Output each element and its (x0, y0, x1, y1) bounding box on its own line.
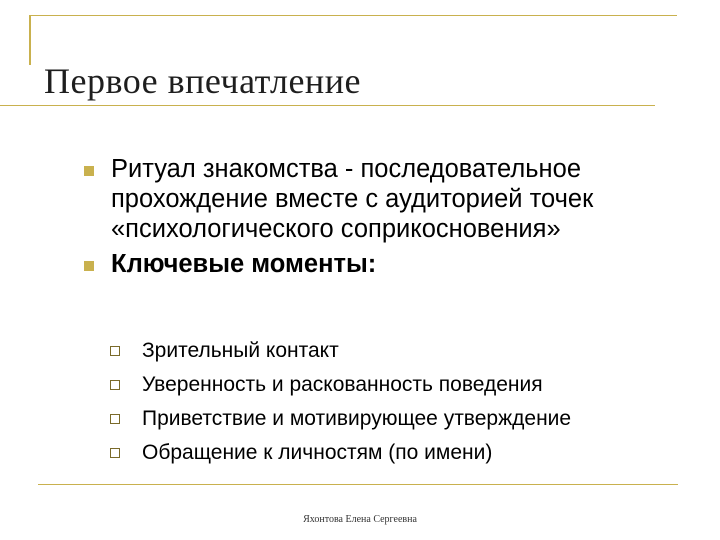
checkbox-bullet-icon (110, 448, 120, 458)
bullet-text: Ключевые моменты: (111, 250, 377, 278)
sub-bullet-list (110, 334, 700, 470)
footer-line (38, 484, 678, 485)
sub-bullet-item (110, 368, 700, 402)
sub-bullet-text: Приветствие и мотивирующее утверждение (142, 407, 572, 430)
title-underline (0, 105, 655, 106)
footer-author: Яхонтова Елена Сергеевна (303, 514, 417, 525)
top-decor-line (29, 15, 677, 16)
checkbox-bullet-icon (110, 380, 120, 390)
left-decor-line (29, 15, 31, 65)
checkbox-bullet-icon (110, 414, 120, 424)
bullet-item (84, 249, 704, 279)
sub-bullet-text: Зрительный контакт (142, 339, 339, 362)
bullet-item (84, 154, 704, 244)
sub-bullet-item (110, 334, 700, 368)
bullet-text: Ритуал знакомства - последовательное прохождение вместе с аудиторией точек «психологического соприкосновения» (111, 155, 594, 243)
sub-bullet-text: Уверенность и раскованность поведения (142, 373, 543, 396)
bullet-list (84, 154, 704, 279)
sub-bullet-item (110, 402, 700, 436)
slide-title: Первое впечатление (44, 61, 361, 101)
sub-bullet-item (110, 436, 700, 470)
sub-bullet-text: Обращение к личностям (по имени) (142, 441, 493, 464)
square-bullet-icon (84, 166, 94, 176)
checkbox-bullet-icon (110, 346, 120, 356)
square-bullet-icon (84, 261, 94, 271)
